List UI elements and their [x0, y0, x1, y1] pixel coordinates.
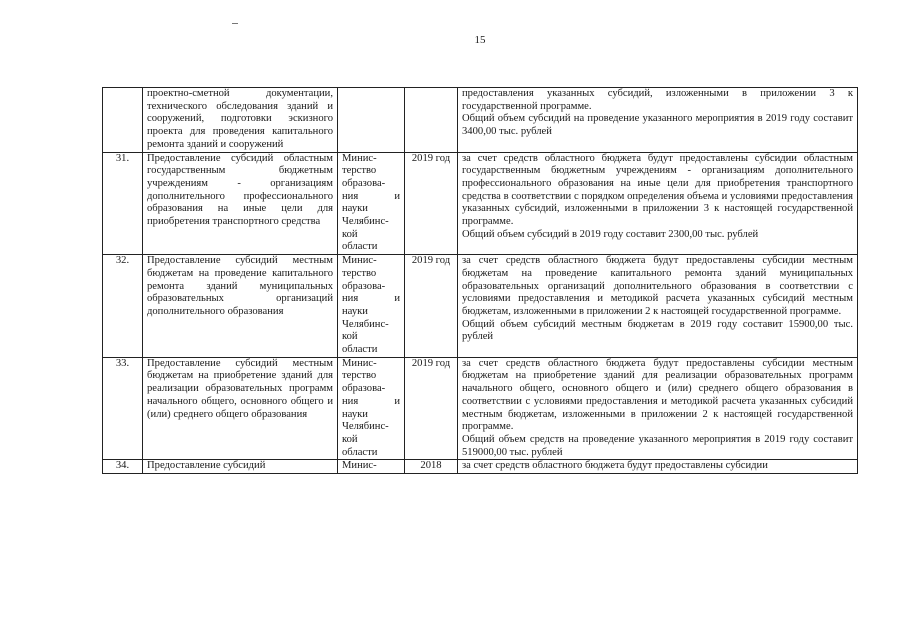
row-number: 31.	[103, 152, 143, 255]
executor-line: кой	[342, 228, 358, 240]
executor-line: науки	[342, 305, 368, 317]
responsible-executor	[338, 255, 405, 358]
row-number	[103, 88, 143, 153]
measure-name: Предоставление субсидий областным государственным бюджетным учреждениям - организациям дополнительного профессионального образования на иные цели для приобретения транспортного средства	[143, 152, 338, 255]
executor-line: кой	[342, 433, 358, 445]
executor-line: области	[342, 446, 378, 458]
funding-total: Общий объем средств на проведение указанного мероприятия в 2019 году составит 519000,00 тыс. рублей	[462, 433, 853, 458]
description-text: за счет средств областного бюджета будут предоставлены субсидии областным государственным бюджетным учреждениям - организациям дополнительного профессионального образования на иные цели для приобретения транспортного средства в соответствии с порядком определения объема и условиями предоставления указанных субсидий, изложенными в приложении 3 к настоящей государственной программе.	[462, 152, 853, 228]
measures-table-body	[103, 88, 858, 474]
executor-line: образова-	[342, 383, 386, 395]
executor-line: терство	[342, 165, 377, 177]
executor-line: области	[342, 241, 378, 253]
responsible-executor	[338, 460, 405, 474]
measure-description	[458, 152, 858, 255]
measure-description	[458, 460, 858, 474]
measure-name: Предоставление субсидий местным бюджетам на приобретение зданий для реализации образовательных программ начального общего, основного общего и (или) среднего общего образования	[143, 357, 338, 460]
executor-line: Минис-	[342, 357, 377, 369]
implementation-year: 2019 год	[405, 255, 458, 358]
measure-description	[458, 357, 858, 460]
description-text: за счет средств областного бюджета будут предоставлены субсидии местным бюджетам на проведение капитального ремонта зданий муниципальных образовательных организаций дополнительного образования в соответствии с условиями предоставления и методикой расчета указанных субсидий местным бюджетам, изложенными в приложении 2 к настоящей государственной программе.	[462, 255, 853, 317]
table-row	[103, 88, 858, 153]
executor-line: образова-	[342, 280, 386, 292]
table-row	[103, 255, 858, 358]
funding-total: Общий объем субсидий на проведение указанного мероприятия в 2019 году составит 3400,00 тыс. рублей	[462, 113, 853, 138]
executor-line: кой	[342, 331, 358, 343]
measure-name: проектно-сметной документации, технического обследования зданий и сооружений, подготовки эскизного проекта для проведения капитального ремонта зданий и сооружений	[143, 88, 338, 153]
executor-line: терство	[342, 370, 377, 382]
executor-line: ния и	[342, 395, 400, 407]
table-row	[103, 152, 858, 255]
executor-line: Минис-	[342, 460, 377, 472]
implementation-year	[405, 88, 458, 153]
executor-line: Челябинс-	[342, 318, 389, 330]
description-text: предоставления указанных субсидий, изложенными в приложении 3 к государственной программе.	[462, 88, 853, 112]
row-number: 32.	[103, 255, 143, 358]
executor-line: образова-	[342, 177, 386, 189]
funding-total: Общий объем субсидий местным бюджетам в 2019 году составит 15900,00 тыс. рублей	[462, 318, 853, 343]
measure-name: Предоставление субсидий местным бюджетам на проведение капитального ремонта зданий муниципальных образовательных организаций дополнительного образования	[143, 255, 338, 358]
measure-description	[458, 88, 858, 153]
row-number: 33.	[103, 357, 143, 460]
implementation-year: 2018	[405, 460, 458, 474]
executor-line: ния и	[342, 190, 400, 202]
measure-description	[458, 255, 858, 358]
executor-line: области	[342, 344, 378, 356]
executor-line: науки	[342, 203, 368, 215]
executor-line: Челябинс-	[342, 216, 389, 228]
description-text: за счет средств областного бюджета будут предоставлены субсидии местным бюджетам на приобретение зданий для реализации образовательных программ начального общего, основного общего и (или) среднего общего образования в соответствии с условиями предоставления и методикой расчета указанных субсидий местным бюджетам, изложенными в приложении 2 к настоящей государственной программе.	[462, 357, 853, 433]
executor-line: терство	[342, 267, 377, 279]
scan-artifact-dash	[232, 23, 238, 24]
table-row	[103, 460, 858, 474]
executor-line: Челябинс-	[342, 421, 389, 433]
responsible-executor	[338, 357, 405, 460]
measures-table	[102, 87, 858, 474]
implementation-year: 2019 год	[405, 357, 458, 460]
executor-line: Минис-	[342, 255, 377, 267]
row-number: 34.	[103, 460, 143, 474]
executor-line: науки	[342, 408, 368, 420]
executor-line: ния и	[342, 293, 400, 305]
implementation-year: 2019 год	[405, 152, 458, 255]
table-row	[103, 357, 858, 460]
description-text: за счет средств областного бюджета будут предоставлены субсидии	[462, 460, 768, 472]
measure-name: Предоставление субсидий	[143, 460, 338, 474]
responsible-executor	[338, 88, 405, 153]
page-number: 15	[474, 34, 486, 46]
funding-total: Общий объем субсидий в 2019 году составит 2300,00 тыс. рублей	[462, 228, 759, 240]
responsible-executor	[338, 152, 405, 255]
executor-line: Минис-	[342, 152, 377, 164]
